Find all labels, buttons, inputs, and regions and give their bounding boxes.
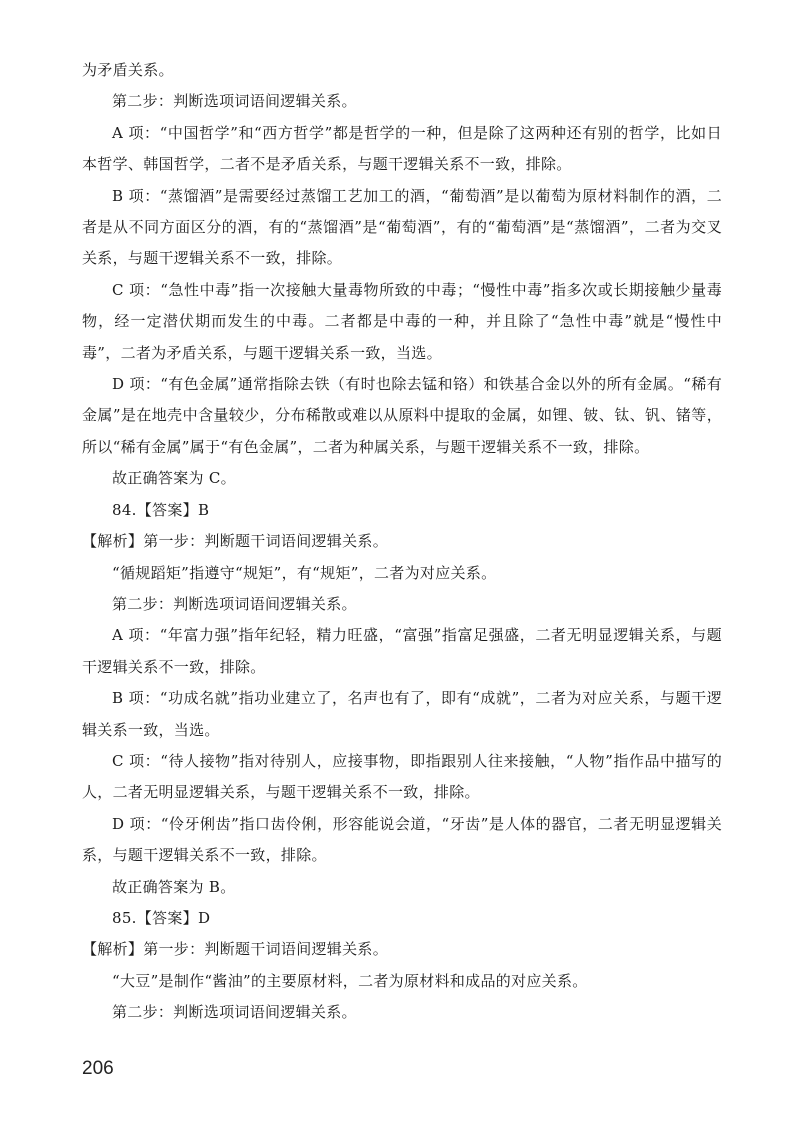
paragraph: A 项：“中国哲学”和“西方哲学”都是哲学的一种，但是除了这两种还有别的哲学，比如日本哲学、韩国哲学，二者不是矛盾关系，与题干逻辑关系不一致，排除。: [82, 123, 722, 174]
paragraph: 第二步：判断选项词语间逻辑关系。: [112, 1003, 357, 1022]
paragraph: A 项：“年富力强”指年纪轻，精力旺盛，“富强”指富足强盛，二者无明显逻辑关系，与题干逻辑关系不一致，排除。: [82, 626, 722, 676]
paragraph: D 项：“伶牙俐齿”指口齿伶俐，形容能说会道，“牙齿”是人体的器官，二者无明显逻辑关系，与题干逻辑关系不一致，排除。: [82, 814, 722, 865]
page-number: 206: [82, 1058, 114, 1079]
paragraph: 第二步：判断选项词语间逻辑关系。: [112, 594, 357, 613]
answer-conclusion: 故正确答案为 B。: [112, 877, 236, 896]
paragraph: 第二步：判断选项词语间逻辑关系。: [112, 92, 357, 111]
paragraph: B 项：“蒸馏酒”是需要经过蒸馏工艺加工的酒，“葡萄酒”是以葡萄为原材料制作的酒，二者是从不同方面区分的酒，有的“蒸馏酒”是“葡萄酒”，有的“葡萄酒”是“蒸馏酒”，二者为交叉关系，与题干逻辑关系不一致，排除。: [82, 186, 722, 268]
paragraph: “大豆”是制作“酱油”的主要原材料，二者为原材料和成品的对应关系。: [112, 971, 588, 990]
answer-conclusion: 故正确答案为 C。: [112, 469, 236, 488]
paragraph: 为矛盾关系。: [82, 61, 174, 79]
analysis-heading: 【解析】第一步：判断题干词语间逻辑关系。: [82, 940, 389, 959]
answer-heading: 84.【答案】B: [112, 500, 210, 519]
answer-heading: 85.【答案】D: [112, 908, 211, 927]
paragraph: D 项：“有色金属”通常指除去铁（有时也除去锰和铬）和铁基合金以外的所有金属。“稀有金属”是在地壳中含量较少，分布稀散或难以从原料中提取的金属，如锂、铍、钛、钒、锗等，所以“稀有金属”属于“有色金属”，二者为种属关系，与题干逻辑关系不一致，排除。: [82, 375, 722, 456]
analysis-heading: 【解析】第一步：判断题干词语间逻辑关系。: [82, 532, 389, 551]
page-body: [82, 55, 722, 1029]
paragraph: “循规蹈矩”指遵守“规矩”，有“规矩”，二者为对应关系。: [112, 563, 497, 582]
paragraph: C 项：“待人接物”指对待别人，应接事物，即指跟别人往来接触，“人物”指作品中描写的人，二者无明显逻辑关系，与题干逻辑关系不一致，排除。: [82, 751, 722, 802]
paragraph: B 项：“功成名就”指功业建立了，名声也有了，即有“成就”，二者为对应关系，与题干逻辑关系一致，当选。: [82, 689, 722, 739]
paragraph: C 项：“急性中毒”指一次接触大量毒物所致的中毒；“慢性中毒”指多次或长期接触少量毒物，经一定潜伏期而发生的中毒。二者都是中毒的一种，并且除了“急性中毒”就是“慢性中毒”，二者为矛盾关系，与题干逻辑关系一致，当选。: [82, 280, 722, 362]
